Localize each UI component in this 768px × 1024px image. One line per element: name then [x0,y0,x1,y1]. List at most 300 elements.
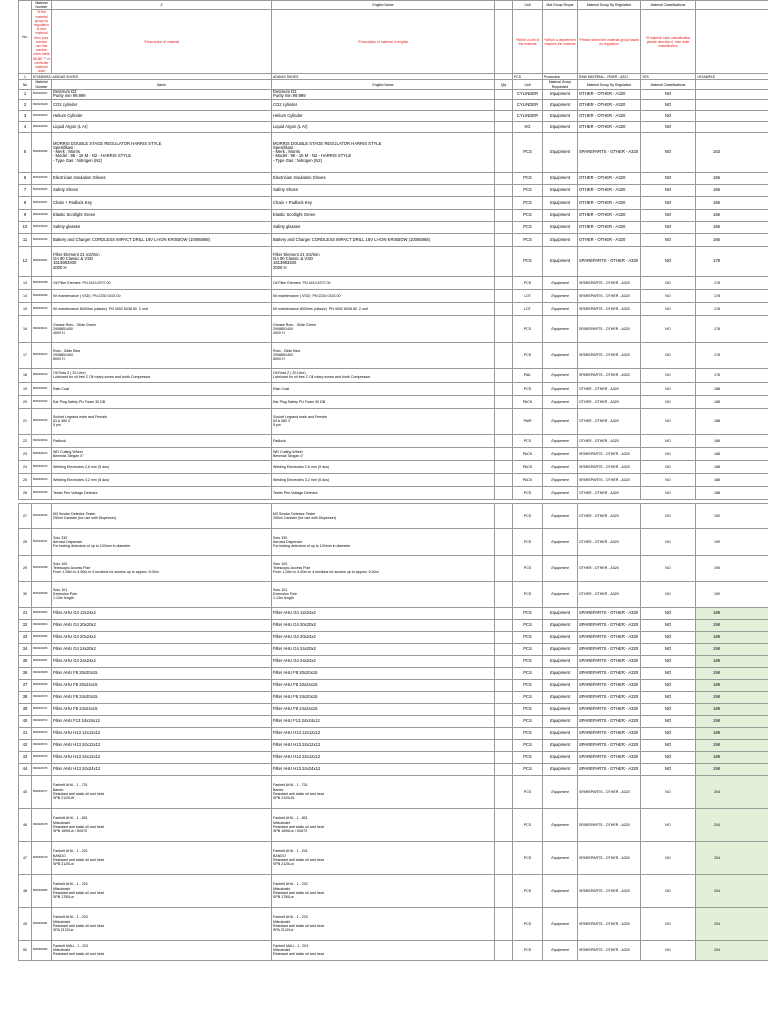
row-no: 16 [19,315,32,342]
table-row [19,302,768,315]
sample-classification: YES [641,74,696,80]
row-qty [495,907,513,940]
row-extra: 190 [696,581,768,607]
row-name: Oil Filter Element PN 1613 8707 00 [52,276,272,289]
row-english-name: Filter AHU G4 20x24x2 [272,631,495,643]
table-row [19,473,768,486]
row-material-number: 8000400098 [32,276,52,289]
row-no: 21 [19,408,32,434]
row-unit: PACK [513,395,543,408]
row-group-regulation: OTHER - OTHER - A320 [578,233,641,246]
row-group-regulation: OTHER - OTHER - A320 [578,110,641,121]
row-no: 48 [19,874,32,907]
row-name: Electrician Insulation Gloves [52,172,272,184]
row-english-name: Filter Element 21 m3/min GA 90 Classic & VSD 1613983300 2000 H [272,246,495,276]
row-extra [696,99,768,110]
row-qty [495,460,513,473]
row-material-number: 8000100028 [32,209,52,221]
sample-group-request: Production [543,74,578,80]
row-group-regulation: OTHER - OTHER - A320 [578,528,641,555]
row-group-regulation: SPAREPARTS - OTHER - A320 [578,727,641,739]
row-group-regulation: SPAREPARTS - OTHER - A320 [578,751,641,763]
row-qty [495,246,513,276]
row-material-number: 8000400104 [32,447,52,460]
row-no: 36 [19,667,32,679]
row-classification: NO [641,196,696,209]
row-material-number: 8000400079 [32,841,52,874]
row-english-name: Filter AHU H13 24x12x12 [272,751,495,763]
row-no: 11 [19,233,32,246]
table-row [19,408,768,434]
row-no: 50 [19,940,32,960]
row-name: Welding Electrodes 3,2 mm (5 dus) [52,473,272,486]
row-classification: NO [641,172,696,184]
row-extra: 198 [696,643,768,655]
row-group-regulation: OTHER - OTHER - A320 [578,184,641,196]
row-group-regulation: OTHER - OTHER - A320 [578,209,641,221]
row-english-name: Solo 100 Telescopic Access Pole From 1.26m to 4.50m in 4 sections for access up to approx. 6.00m [272,555,495,581]
row-group-regulation: SPAREPARTS - OTHER - A320 [578,643,641,655]
col-classification: Material Classifications [641,80,696,89]
table-row [19,691,768,703]
column-header-row [19,80,768,89]
row-extra: 190 [696,503,768,528]
row-qty [495,342,513,368]
row-unit: PACK [513,460,543,473]
instruction-group-request: *Which a department requires the material [543,10,578,74]
table-row [19,751,768,763]
row-english-name: Filter AHU G4 24x20x2 [272,643,495,655]
row-name: Safety Shoes [52,184,272,196]
row-extra: 204 [696,907,768,940]
row-qty [495,555,513,581]
row-unit: PCS [513,172,543,184]
header-material-number: Material Number [32,1,52,10]
sample-name: ADIDAS SHOES [272,74,495,80]
header-group-request: Mat Group Reque [543,1,578,10]
row-english-name: Fanbelt AHU - 1 - 203 Mitsuboshi Resistant anti static oil and heat SPA 2132Lw [272,907,495,940]
row-group-requested: Equipment [543,382,578,395]
row-material-number: 8000400075 [32,751,52,763]
row-english-name: Liquid Argon (L Ar) [272,121,495,132]
row-group-regulation: SPAREPARTS - OTHER - A320 [578,132,641,172]
row-qty [495,841,513,874]
row-group-requested: Equipment [543,874,578,907]
row-unit: CYLINDER [513,89,543,99]
row-material-number: 8000400074 [32,739,52,751]
row-classification: NO [641,751,696,763]
row-name: Tester Pen Voltage Detector [52,486,272,499]
row-classification: NO [641,209,696,221]
row-name: Kit maintenance 8000hrs (classic) PN 3002 6038 80 2 unit [52,302,272,315]
row-qty [495,302,513,315]
row-group-regulation: OTHER - OTHER - A320 [578,486,641,499]
row-name: MORRIS DOUBLE STAGE REGULATOR HARRIS STYLE Spesifikasi : - Merk : Morris - Model : 96 - 15 M - N2 - HARRIS STYLE - Type Gas : Nitrogen (N2) [52,132,272,172]
row-unit: LOT [513,302,543,315]
row-name: Filter AHU F8 20x24x15 [52,679,272,691]
row-english-name: Helium Cylinder [272,110,495,121]
row-group-requested: Equipment [543,342,578,368]
table-row [19,655,768,667]
table-row [19,503,768,528]
row-english-name: WD Cutting Wheel Benmda Tangan 4" [272,447,495,460]
row-qty [495,808,513,841]
row-qty [495,382,513,395]
row-name: Fanbelt MAU - 1 - 201 Mitsuboshi Resistant anti static oil and heat [52,940,272,960]
row-extra: 178 [696,276,768,289]
row-unit: PCS [513,276,543,289]
row-extra: 166 [696,209,768,221]
row-no: 41 [19,727,32,739]
row-classification: NO [641,703,696,715]
row-qty [495,289,513,302]
row-no: 37 [19,679,32,691]
row-no: 20 [19,395,32,408]
row-no: 24 [19,460,32,473]
row-qty [495,631,513,643]
table-row [19,763,768,775]
row-classification: NO [641,486,696,499]
row-group-regulation: OTHER - OTHER - A320 [578,89,641,99]
row-group-regulation: SPAREPARTS - OTHER - A320 [578,246,641,276]
row-english-name: Filter AHU G4 20x20x2 [272,619,495,631]
row-english-name: Chain + Padlock Key [272,196,495,209]
row-group-requested: Equipment [543,315,578,342]
row-qty [495,368,513,382]
row-group-regulation: SPAREPARTS - OTHER - A320 [578,276,641,289]
table-row [19,172,768,184]
row-group-requested: Equipment [543,395,578,408]
row-group-requested: Equipment [543,209,578,221]
table-row [19,703,768,715]
row-name: Padlock [52,434,272,447]
row-no: 2 [19,99,32,110]
row-unit: PCS [513,655,543,667]
row-english-name: Filter AHU F8 24x24x15 [272,703,495,715]
row-extra: 204 [696,775,768,808]
row-qty [495,172,513,184]
row-material-number: 8000400067 [32,655,52,667]
row-name: Filter AHU G4 24x24x2 [52,655,272,667]
header-no: No. [19,1,32,74]
row-no: 32 [19,619,32,631]
row-english-name: Filter AHU H13 24x24x12 [272,763,495,775]
row-qty [495,110,513,121]
row-qty [495,473,513,486]
row-group-regulation: OTHER - OTHER - A320 [578,221,641,233]
row-group-requested: Equipment [543,302,578,315]
row-unit: PCS [513,739,543,751]
row-english-name: Filter AHU F8 24x20x15 [272,691,495,703]
row-material-number: 8000100030 [32,233,52,246]
row-material-number: 8000400071 [32,703,52,715]
row-group-regulation: SPAREPARTS - OTHER - A320 [578,342,641,368]
row-classification: NO [641,132,696,172]
table-row [19,196,768,209]
col-english-name: English Name [272,80,495,89]
row-extra: 166 [696,221,768,233]
row-name: Safety glasses [52,221,272,233]
row-extra: 198 [696,619,768,631]
row-no: 8 [19,196,32,209]
row-english-name: Fanbelt MAU - 1 - 201 Mitsuboshi Resistant anti static oil and heat [272,940,495,960]
table-row [19,289,768,302]
row-no: 6 [19,172,32,184]
row-classification: NO [641,382,696,395]
row-unit: PCS [513,691,543,703]
row-group-requested: Equipment [543,460,578,473]
row-group-requested: Equipment [543,528,578,555]
row-qty [495,715,513,727]
row-group-requested: Equipment [543,715,578,727]
row-group-requested: Equipment [543,172,578,184]
row-name: Filter AHU H13 24x12x12 [52,751,272,763]
row-material-number: 8000400068 [32,667,52,679]
row-classification: NO [641,528,696,555]
row-group-requested: Equipment [543,808,578,841]
row-extra: 198 [696,631,768,643]
row-classification: NO [641,302,696,315]
row-qty [495,221,513,233]
header-row [19,1,768,10]
row-name: Filter AHU G4 20x20x2 [52,619,272,631]
instruction-blank [495,10,513,74]
row-unit: PCS [513,382,543,395]
row-material-number: 8000400076 [32,763,52,775]
row-english-name: Welding Electrodes 2,6 mm (5 dus) [272,460,495,473]
row-group-requested: Equipment [543,289,578,302]
row-unit: PCS [513,907,543,940]
row-group-requested: Equipment [543,184,578,196]
row-material-number: 8000400064 [32,619,52,631]
row-classification: NO [641,89,696,99]
row-group-regulation: SPAREPARTS - OTHER - A320 [578,607,641,619]
row-extra: 166 [696,196,768,209]
table-row [19,841,768,874]
row-extra: 188 [696,395,768,408]
row-classification: NO [641,667,696,679]
row-name: Roto - Glide Blue 2908851400 8000 H [52,342,272,368]
row-extra: 198 [696,691,768,703]
header-extra [696,1,768,10]
row-classification: NO [641,233,696,246]
row-group-requested: Equipment [543,486,578,499]
row-material-number: 8000400082 [32,940,52,960]
row-name: Filter Element 21 m3/min GA 90 Classic & VSD 1613983300 2000 H [52,246,272,276]
row-name: Chain + Padlock Key [52,196,272,209]
row-name: Filter AHU G4 12x24x2 [52,607,272,619]
row-group-requested: Equipment [543,368,578,382]
row-unit: PCS [513,643,543,655]
row-qty [495,940,513,960]
row-no: 12 [19,246,32,276]
table-row [19,940,768,960]
row-group-regulation: SPAREPARTS - OTHER - A320 [578,655,641,667]
row-unit: PCS [513,342,543,368]
row-name: Filter AHU F8 24x20x15 [52,691,272,703]
row-material-number: 8000400070 [32,691,52,703]
row-no: 17 [19,342,32,368]
row-unit: PCS [513,679,543,691]
row-material-number: 8000100036 [32,503,52,528]
instruction-group-regulation: *Please select the material group based on regulation [578,10,641,74]
row-no: 9 [19,209,32,221]
row-no: 15 [19,302,32,315]
row-english-name: Filter AHU H13 12x12x12 [272,727,495,739]
row-no: 28 [19,528,32,555]
row-extra: 198 [696,763,768,775]
header-english-name: English Name [272,1,495,10]
row-group-requested: Equipment [543,132,578,172]
row-group-requested: Equipment [543,775,578,808]
spreadsheet [18,0,768,961]
row-extra: 178 [696,246,768,276]
row-english-name: M3 Smoke Detector Tester 250ml Canister (for use with Dispenser) [272,503,495,528]
row-classification: NO [641,555,696,581]
row-qty [495,315,513,342]
row-qty [495,775,513,808]
row-name: M3 Smoke Detector Tester 250ml Canister (for use with Dispenser) [52,503,272,528]
row-qty [495,751,513,763]
row-material-number: 8000400103 [32,368,52,382]
row-classification: NO [641,940,696,960]
row-group-requested: Equipment [543,99,578,110]
row-qty [495,486,513,499]
row-qty [495,679,513,691]
row-no: 39 [19,703,32,715]
row-classification: NO [641,110,696,121]
row-extra: 198 [696,715,768,727]
row-group-requested: Equipment [543,751,578,763]
row-material-number: 8000100026 [32,184,52,196]
row-english-name: Oil Rota Z ( 20 Litre) Lubricant for oil free Z Oil rotary screw and tooth Compressor [272,368,495,382]
row-name: Solo 330 Aerosol Dispenser For testing detectors of up to 100mm in diameter [52,528,272,555]
row-classification: NO [641,907,696,940]
row-name: Socket Legrand male and Female 63 A 380 V 5 pin [52,408,272,434]
row-unit: PCS [513,581,543,607]
row-group-requested: Equipment [543,643,578,655]
row-name: WD Cutting Wheel Benmda Tangan 4" [52,447,272,460]
row-extra: 198 [696,727,768,739]
row-no: 4 [19,121,32,132]
table-row [19,368,768,382]
row-group-requested: Equipment [543,739,578,751]
row-group-regulation: SPAREPARTS - OTHER - A320 [578,739,641,751]
row-extra: 188 [696,486,768,499]
row-unit: PCS [513,184,543,196]
row-name: Liquid Argon (L Ar) [52,121,272,132]
row-qty [495,184,513,196]
sample-group-regulation: RAW MATERIAL - FIBER - A321 [578,74,641,80]
row-qty [495,727,513,739]
row-extra: 204 [696,808,768,841]
row-extra [696,89,768,99]
row-name: Solo 101 Extension Pole 1.13m length [52,581,272,607]
row-classification: NO [641,315,696,342]
row-english-name: Deterium D2 Purity min 99,999 [272,89,495,99]
row-no: 40 [19,715,32,727]
row-group-requested: Equipment [543,246,578,276]
row-name: Filter AHU F8 20x20x15 [52,667,272,679]
row-material-number: 8000400080 [32,874,52,907]
row-classification: NO [641,395,696,408]
row-group-requested: Equipment [543,667,578,679]
row-extra: 198 [696,703,768,715]
row-no: 45 [19,775,32,808]
row-name: Fanbelt AHU - 1 - 701 Bando Resistant anti static oil and heat SPB 2120LW [52,775,272,808]
row-extra: 163 [696,132,768,172]
table-row [19,775,768,808]
table-row [19,382,768,395]
row-classification: NO [641,121,696,132]
table-row [19,184,768,196]
row-classification: NO [641,808,696,841]
row-material-number: 8000400097 [32,246,52,276]
row-material-number: 8000100033 [32,408,52,434]
row-unit: KG [513,121,543,132]
row-extra: 188 [696,434,768,447]
row-group-requested: Equipment [543,473,578,486]
table-row [19,395,768,408]
table-row [19,460,768,473]
row-classification: NO [641,874,696,907]
row-material-number: 8000400096 [32,132,52,172]
table-row [19,727,768,739]
table-row [19,739,768,751]
row-extra: 204 [696,940,768,960]
row-classification: NO [641,99,696,110]
row-group-regulation: SPAREPARTS - OTHER - A320 [578,368,641,382]
row-material-number: 8000100032 [32,395,52,408]
row-name: Elastic Scotlight Green [52,209,272,221]
row-classification: NO [641,184,696,196]
row-material-number: 8000400073 [32,727,52,739]
row-extra: 198 [696,667,768,679]
sample-extra: =EXAMPLE [696,74,768,80]
row-name: Battery and Charger CORDLESS IMPACT DRILL 18V LI-ION KRISBOW (10085868) [52,233,272,246]
row-english-name: Filter AHU F8 20x24x15 [272,679,495,691]
row-group-regulation: SPAREPARTS - OTHER - A320 [578,907,641,940]
table-row [19,110,768,121]
table-row [19,607,768,619]
row-group-regulation: SPAREPARTS - OTHER - A320 [578,775,641,808]
row-qty [495,209,513,221]
row-unit: LOT [513,289,543,302]
row-group-regulation: SPAREPARTS - OTHER - A320 [578,460,641,473]
row-extra: 204 [696,841,768,874]
row-unit: CYLINDER [513,99,543,110]
row-unit: CYLINDER [513,110,543,121]
row-material-number: 8000100028 [32,99,52,110]
row-qty [495,276,513,289]
row-name: Filter AHU H13 24x12x12 [52,739,272,751]
row-unit: PCS [513,246,543,276]
row-qty [495,121,513,132]
row-classification: NO [641,715,696,727]
row-unit: PCS [513,715,543,727]
row-name: Kit maintenance ( VSD) PN 2230 0153 00 [52,289,272,302]
row-material-number: 8000100027 [32,196,52,209]
row-name: Fanbelt AHU - 1 - 201 BANDO Resistant anti static oil and heat SPB 2120Lw [52,841,272,874]
row-english-name: Electrician Insulation Gloves [272,172,495,184]
row-name: Filter AHU H13 12x12x12 [52,727,272,739]
row-no: 23 [19,447,32,460]
row-material-number: 8000100034 [32,434,52,447]
row-group-regulation: OTHER - OTHER - A320 [578,408,641,434]
row-name: Filter AHU F13 24x24x12 [52,715,272,727]
instruction-row [19,10,768,74]
row-material-number: 8000400106 [32,473,52,486]
